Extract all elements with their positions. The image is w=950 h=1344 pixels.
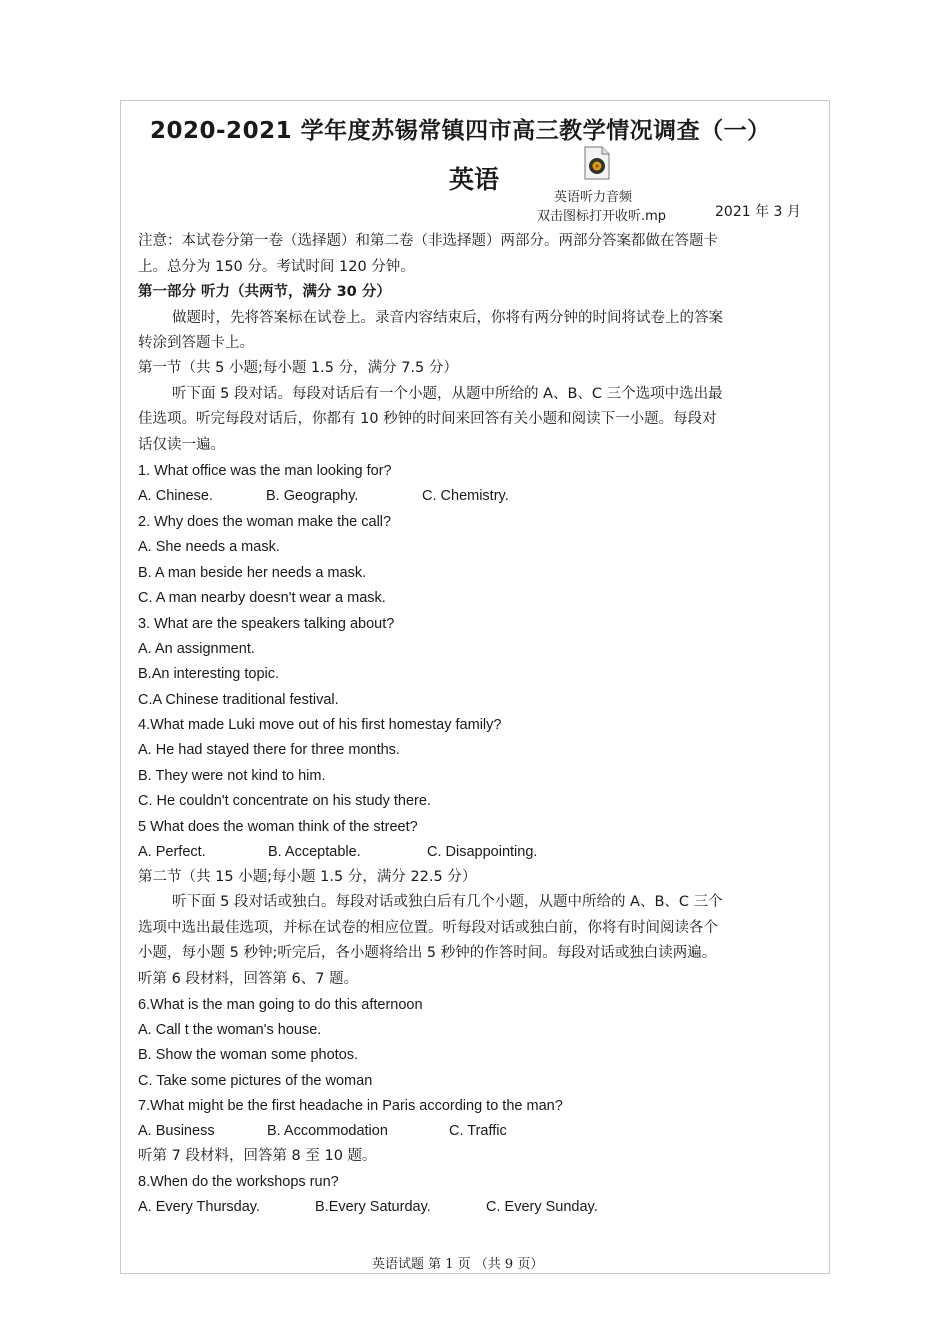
instruction-line: 小题，每小题 5 秒钟;听完后，各小题将给出 5 秒钟的作答时间。每段对话或独白读两遍。 (138, 945, 717, 961)
question-stem: 4.What made Luki move out of his first homestay family? (138, 717, 502, 733)
option: C. Take some pictures of the woman (138, 1073, 373, 1089)
option: A. Business (138, 1123, 215, 1139)
instruction-line: 做题时，先将答案标在试卷上。录音内容结束后，你将有两分钟的时间将试卷上的答案 (172, 310, 723, 326)
option: B. Accommodation (267, 1123, 388, 1139)
page-title: 2020-2021 学年度苏锡常镇四市高三教学情况调查（一） (150, 118, 771, 144)
question-stem: 5 What does the woman think of the street? (138, 819, 418, 835)
audio-file-name-ext[interactable]: 双击图标打开收听.mp (537, 209, 667, 224)
instruction-line: 佳选项。听完每段对话后，你都有 10 秒钟的时间来回答有关小题和阅读下一小题。每段对 (138, 411, 717, 427)
option: B. Geography. (266, 488, 359, 504)
option: A. He had stayed there for three months. (138, 742, 400, 758)
instruction-line: 听下面 5 段对话或独白。每段对话或独白后有几个小题，从题中所给的 A、B、C 三个 (172, 894, 723, 910)
material-instruction: 听第 6 段材料，回答第 6、7 题。 (138, 971, 359, 987)
option: A. Call t the woman's house. (138, 1022, 322, 1038)
question-stem: 8.When do the workshops run? (138, 1174, 339, 1190)
question-stem: 3. What are the speakers talking about? (138, 616, 395, 632)
audio-file-name[interactable]: 英语听力音频 (554, 190, 633, 205)
instruction-line: 转涂到答题卡上。 (138, 335, 254, 351)
question-stem: 1. What office was the man looking for? (138, 463, 392, 479)
notice-line: 上。总分为 150 分。考试时间 120 分钟。 (138, 259, 415, 275)
option: C. Chemistry. (422, 488, 509, 504)
option: A. An assignment. (138, 641, 255, 657)
instruction-line: 话仅读一遍。 (138, 437, 225, 453)
option: B. A man beside her needs a mask. (138, 565, 367, 581)
notice-line: 注意：本试卷分第一卷（选择题）和第二卷（非选择题）两部分。两部分答案都做在答题卡 (138, 233, 718, 249)
option: B.Every Saturday. (315, 1199, 431, 1215)
section-heading: 第二节（共 15 小题;每小题 1.5 分，满分 22.5 分） (138, 869, 477, 885)
question-stem: 2. Why does the woman make the call? (138, 514, 392, 530)
material-instruction: 听第 7 段材料，回答第 8 至 10 题。 (138, 1148, 377, 1164)
audio-file-icon[interactable] (583, 146, 611, 180)
option: B. Show the woman some photos. (138, 1047, 359, 1063)
option: C. He couldn't concentrate on his study there. (138, 793, 431, 809)
section-heading: 第一节（共 5 小题;每小题 1.5 分，满分 7.5 分） (138, 360, 458, 376)
option: C. Disappointing. (427, 844, 538, 860)
option: A. Chinese. (138, 488, 213, 504)
option: A. Perfect. (138, 844, 206, 860)
option: B. Acceptable. (268, 844, 361, 860)
option: C. Traffic (449, 1123, 507, 1139)
instruction-line: 听下面 5 段对话。每段对话后有一个小题，从题中所给的 A、B、C 三个选项中选出最 (172, 386, 723, 402)
question-stem: 6.What is the man going to do this afternoon (138, 997, 423, 1013)
question-stem: 7.What might be the first headache in Paris according to the man? (138, 1098, 563, 1114)
subject-title: 英语 (449, 165, 500, 194)
option: A. Every Thursday. (138, 1199, 260, 1215)
option: C.A Chinese traditional festival. (138, 692, 339, 708)
instruction-line: 选项中选出最佳选项，并标在试卷的相应位置。听每段对话或独白前，你将有时间阅读各个 (138, 920, 718, 936)
option: C. A man nearby doesn't wear a mask. (138, 590, 386, 606)
option: A. She needs a mask. (138, 539, 280, 555)
option: C. Every Sunday. (486, 1199, 598, 1215)
option: B. They were not kind to him. (138, 768, 326, 784)
part-heading: 第一部分 听力（共两节，满分 30 分） (138, 284, 391, 300)
option: B.An interesting topic. (138, 666, 280, 682)
page-footer: 英语试题 第 1 页 （共 9 页） (372, 1257, 544, 1272)
exam-date: 2021 年 3 月 (715, 204, 801, 220)
